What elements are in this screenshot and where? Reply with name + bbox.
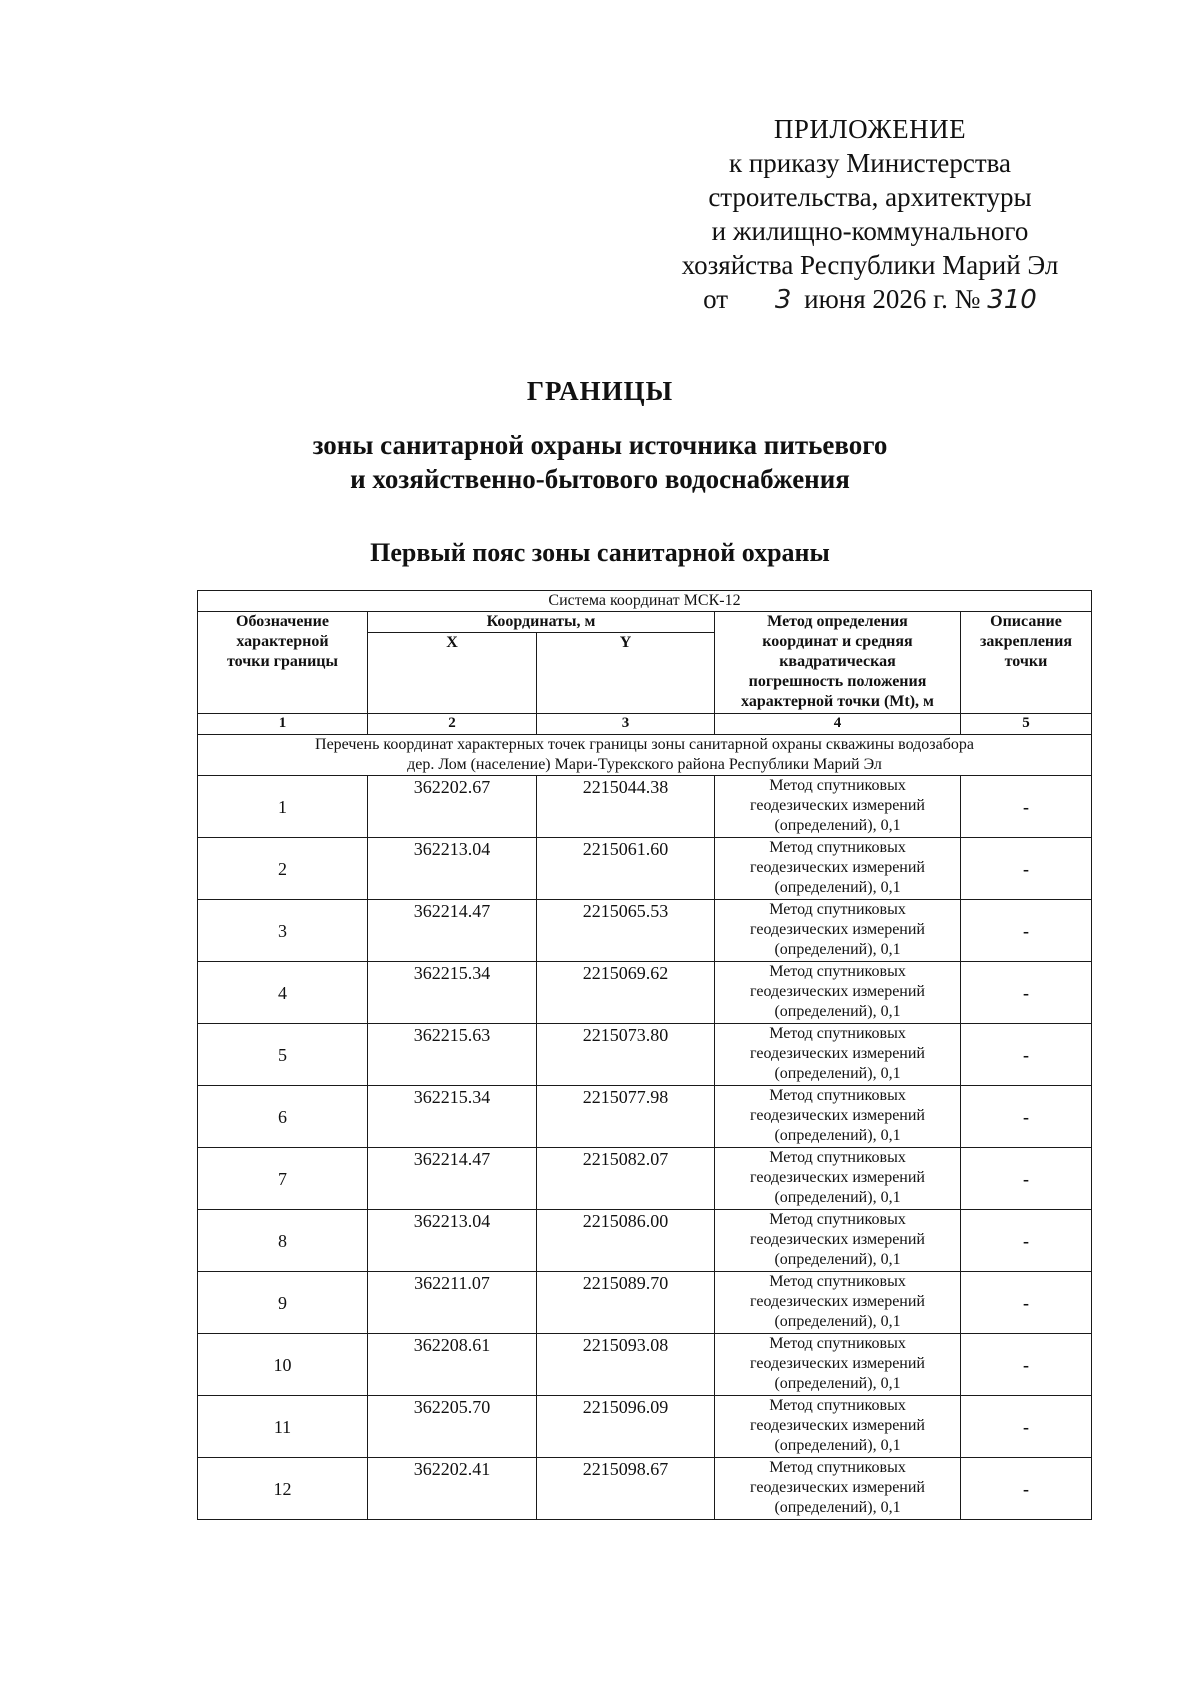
method-line: Метод спутниковых xyxy=(769,1211,906,1228)
point-description-cell: - xyxy=(961,1024,1092,1086)
point-description-cell: - xyxy=(961,1396,1092,1458)
table-row xyxy=(198,1334,1092,1396)
point-number-cell: 10 xyxy=(198,1334,368,1396)
point-description-cell: - xyxy=(961,900,1092,962)
method-line: геодезических измерений xyxy=(750,859,925,876)
point-number-cell: 5 xyxy=(198,1024,368,1086)
method-line: Метод спутниковых xyxy=(769,1087,906,1104)
method-line: геодезических измерений xyxy=(750,1479,925,1496)
table-row xyxy=(198,1396,1092,1458)
x-coordinate-cell: 362213.04 xyxy=(368,1210,537,1272)
method-line: Метод спутниковых xyxy=(769,1459,906,1476)
table-row xyxy=(198,1024,1092,1086)
method-cell xyxy=(715,1210,961,1272)
column-number: 4 xyxy=(715,714,961,735)
method-line: (определений), 0,1 xyxy=(774,1065,901,1082)
appendix-line: к приказу Министерства xyxy=(728,148,1012,178)
point-number-cell: 9 xyxy=(198,1272,368,1334)
method-line: геодезических измерений xyxy=(750,983,925,1000)
y-coordinate-cell: 2215077.98 xyxy=(537,1086,715,1148)
column-number: 1 xyxy=(198,714,368,735)
method-line: геодезических измерений xyxy=(750,1045,925,1062)
section-caption: Перечень координат характерных точек границы зоны санитарной охраны скважины водозабора дер. Лом (население) Мари-Турекского района Республики Марий Эл xyxy=(198,735,1092,776)
appendix-line: строительства, архитектуры xyxy=(708,182,1032,212)
handwritten-day: 3 xyxy=(774,285,792,315)
point-description-cell: - xyxy=(961,1458,1092,1520)
point-number-cell: 7 xyxy=(198,1148,368,1210)
table-row xyxy=(198,838,1092,900)
handwritten-order-number: 310 xyxy=(987,285,1037,315)
x-coordinate-cell: 362205.70 xyxy=(368,1396,537,1458)
document-subtitle-line1: зоны санитарной охраны источника питьевого xyxy=(312,430,888,460)
method-line: геодезических измерений xyxy=(750,797,925,814)
x-coordinate-cell: 362215.34 xyxy=(368,962,537,1024)
y-coordinate-cell: 2215061.60 xyxy=(537,838,715,900)
method-line: (определений), 0,1 xyxy=(774,1499,901,1516)
table-row xyxy=(198,1148,1092,1210)
method-cell xyxy=(715,1458,961,1520)
method-cell xyxy=(715,1272,961,1334)
x-coordinate-cell: 362202.67 xyxy=(368,776,537,838)
method-line: Метод спутниковых xyxy=(769,777,906,794)
document-title: ГРАНИЦЫ xyxy=(526,376,674,406)
x-coordinate-cell: 362213.04 xyxy=(368,838,537,900)
y-coordinate-cell: 2215098.67 xyxy=(537,1458,715,1520)
document-subtitle-line2: и хозяйственно-бытового водоснабжения xyxy=(350,464,850,494)
method-line: геодезических измерений xyxy=(750,1355,925,1372)
method-line: геодезических измерений xyxy=(750,921,925,938)
point-description-cell: - xyxy=(961,1210,1092,1272)
method-line: геодезических измерений xyxy=(750,1293,925,1310)
y-coordinate-cell: 2215082.07 xyxy=(537,1148,715,1210)
x-coordinate-cell: 362214.47 xyxy=(368,900,537,962)
point-number-cell: 8 xyxy=(198,1210,368,1272)
point-number-cell: 2 xyxy=(198,838,368,900)
table-row xyxy=(198,900,1092,962)
table-row xyxy=(198,1210,1092,1272)
method-cell xyxy=(715,1148,961,1210)
header-x: X xyxy=(368,633,537,714)
method-line: Метод спутниковых xyxy=(769,1149,906,1166)
x-coordinate-cell: 362214.47 xyxy=(368,1148,537,1210)
coordinate-system-cell: Система координат МСК-12 xyxy=(198,591,1092,612)
point-description-cell: - xyxy=(961,1148,1092,1210)
point-number-cell: 12 xyxy=(198,1458,368,1520)
point-description-cell: - xyxy=(961,1272,1092,1334)
x-coordinate-cell: 362215.34 xyxy=(368,1086,537,1148)
x-coordinate-cell: 362202.41 xyxy=(368,1458,537,1520)
method-cell xyxy=(715,1334,961,1396)
point-number-cell: 6 xyxy=(198,1086,368,1148)
point-description-cell: - xyxy=(961,1334,1092,1396)
method-cell xyxy=(715,1086,961,1148)
method-line: (определений), 0,1 xyxy=(774,1375,901,1392)
x-coordinate-cell: 362211.07 xyxy=(368,1272,537,1334)
method-line: Метод спутниковых xyxy=(769,1025,906,1042)
point-number-cell: 3 xyxy=(198,900,368,962)
method-line: геодезических измерений xyxy=(750,1231,925,1248)
table-row xyxy=(198,776,1092,838)
method-cell xyxy=(715,962,961,1024)
y-coordinate-cell: 2215086.00 xyxy=(537,1210,715,1272)
appendix-line: хозяйства Республики Марий Эл xyxy=(681,250,1059,280)
method-line: Метод спутниковых xyxy=(769,1335,906,1352)
point-description-cell: - xyxy=(961,776,1092,838)
column-number: 2 xyxy=(368,714,537,735)
y-coordinate-cell: 2215069.62 xyxy=(537,962,715,1024)
section-title: Первый пояс зоны санитарной охраны xyxy=(370,538,830,567)
header-point-designation: Обозначение характерной точки границы xyxy=(198,612,368,714)
method-cell xyxy=(715,838,961,900)
method-line: Метод спутниковых xyxy=(769,1273,906,1290)
column-number: 3 xyxy=(537,714,715,735)
appendix-title: ПРИЛОЖЕНИЕ xyxy=(773,114,967,144)
appendix-line: и жилищно-коммунального xyxy=(711,216,1029,246)
y-coordinate-cell: 2215096.09 xyxy=(537,1396,715,1458)
method-line: Метод спутниковых xyxy=(769,1397,906,1414)
method-line: (определений), 0,1 xyxy=(774,1313,901,1330)
method-cell xyxy=(715,1024,961,1086)
y-coordinate-cell: 2215093.08 xyxy=(537,1334,715,1396)
coordinates-table xyxy=(197,590,1092,1520)
x-coordinate-cell: 362215.63 xyxy=(368,1024,537,1086)
y-coordinate-cell: 2215089.70 xyxy=(537,1272,715,1334)
method-line: (определений), 0,1 xyxy=(774,817,901,834)
point-description-cell: - xyxy=(961,1086,1092,1148)
method-line: (определений), 0,1 xyxy=(774,1003,901,1020)
method-line: (определений), 0,1 xyxy=(774,879,901,896)
method-line: (определений), 0,1 xyxy=(774,1437,901,1454)
point-number-cell: 11 xyxy=(198,1396,368,1458)
header-coordinates: Координаты, м xyxy=(368,612,715,633)
date-rest: июня 2026 г. № xyxy=(804,284,981,314)
method-line: геодезических измерений xyxy=(750,1107,925,1124)
method-line: Метод спутниковых xyxy=(769,839,906,856)
method-line: геодезических измерений xyxy=(750,1169,925,1186)
table-row xyxy=(198,1458,1092,1520)
method-line: геодезических измерений xyxy=(750,1417,925,1434)
appendix-block xyxy=(650,112,1090,317)
date-prefix: от xyxy=(703,284,729,314)
method-line: (определений), 0,1 xyxy=(774,1251,901,1268)
header-method: Метод определения координат и средняя квадратическая погрешность положения характерной точки (Mt), м xyxy=(715,612,961,714)
table-row xyxy=(198,1272,1092,1334)
x-coordinate-cell: 362208.61 xyxy=(368,1334,537,1396)
order-date-line xyxy=(650,282,1090,317)
point-description-cell: - xyxy=(961,838,1092,900)
header-y: Y xyxy=(537,633,715,714)
method-line: Метод спутниковых xyxy=(769,901,906,918)
method-cell xyxy=(715,776,961,838)
method-cell xyxy=(715,900,961,962)
method-line: (определений), 0,1 xyxy=(774,1127,901,1144)
header-description: Описание закрепления точки xyxy=(961,612,1092,714)
y-coordinate-cell: 2215073.80 xyxy=(537,1024,715,1086)
point-number-cell: 1 xyxy=(198,776,368,838)
y-coordinate-cell: 2215065.53 xyxy=(537,900,715,962)
point-description-cell: - xyxy=(961,962,1092,1024)
method-cell xyxy=(715,1396,961,1458)
y-coordinate-cell: 2215044.38 xyxy=(537,776,715,838)
method-line: (определений), 0,1 xyxy=(774,941,901,958)
column-number: 5 xyxy=(961,714,1092,735)
table-row xyxy=(198,1086,1092,1148)
method-line: (определений), 0,1 xyxy=(774,1189,901,1206)
point-number-cell: 4 xyxy=(198,962,368,1024)
method-line: Метод спутниковых xyxy=(769,963,906,980)
table-row xyxy=(198,962,1092,1024)
